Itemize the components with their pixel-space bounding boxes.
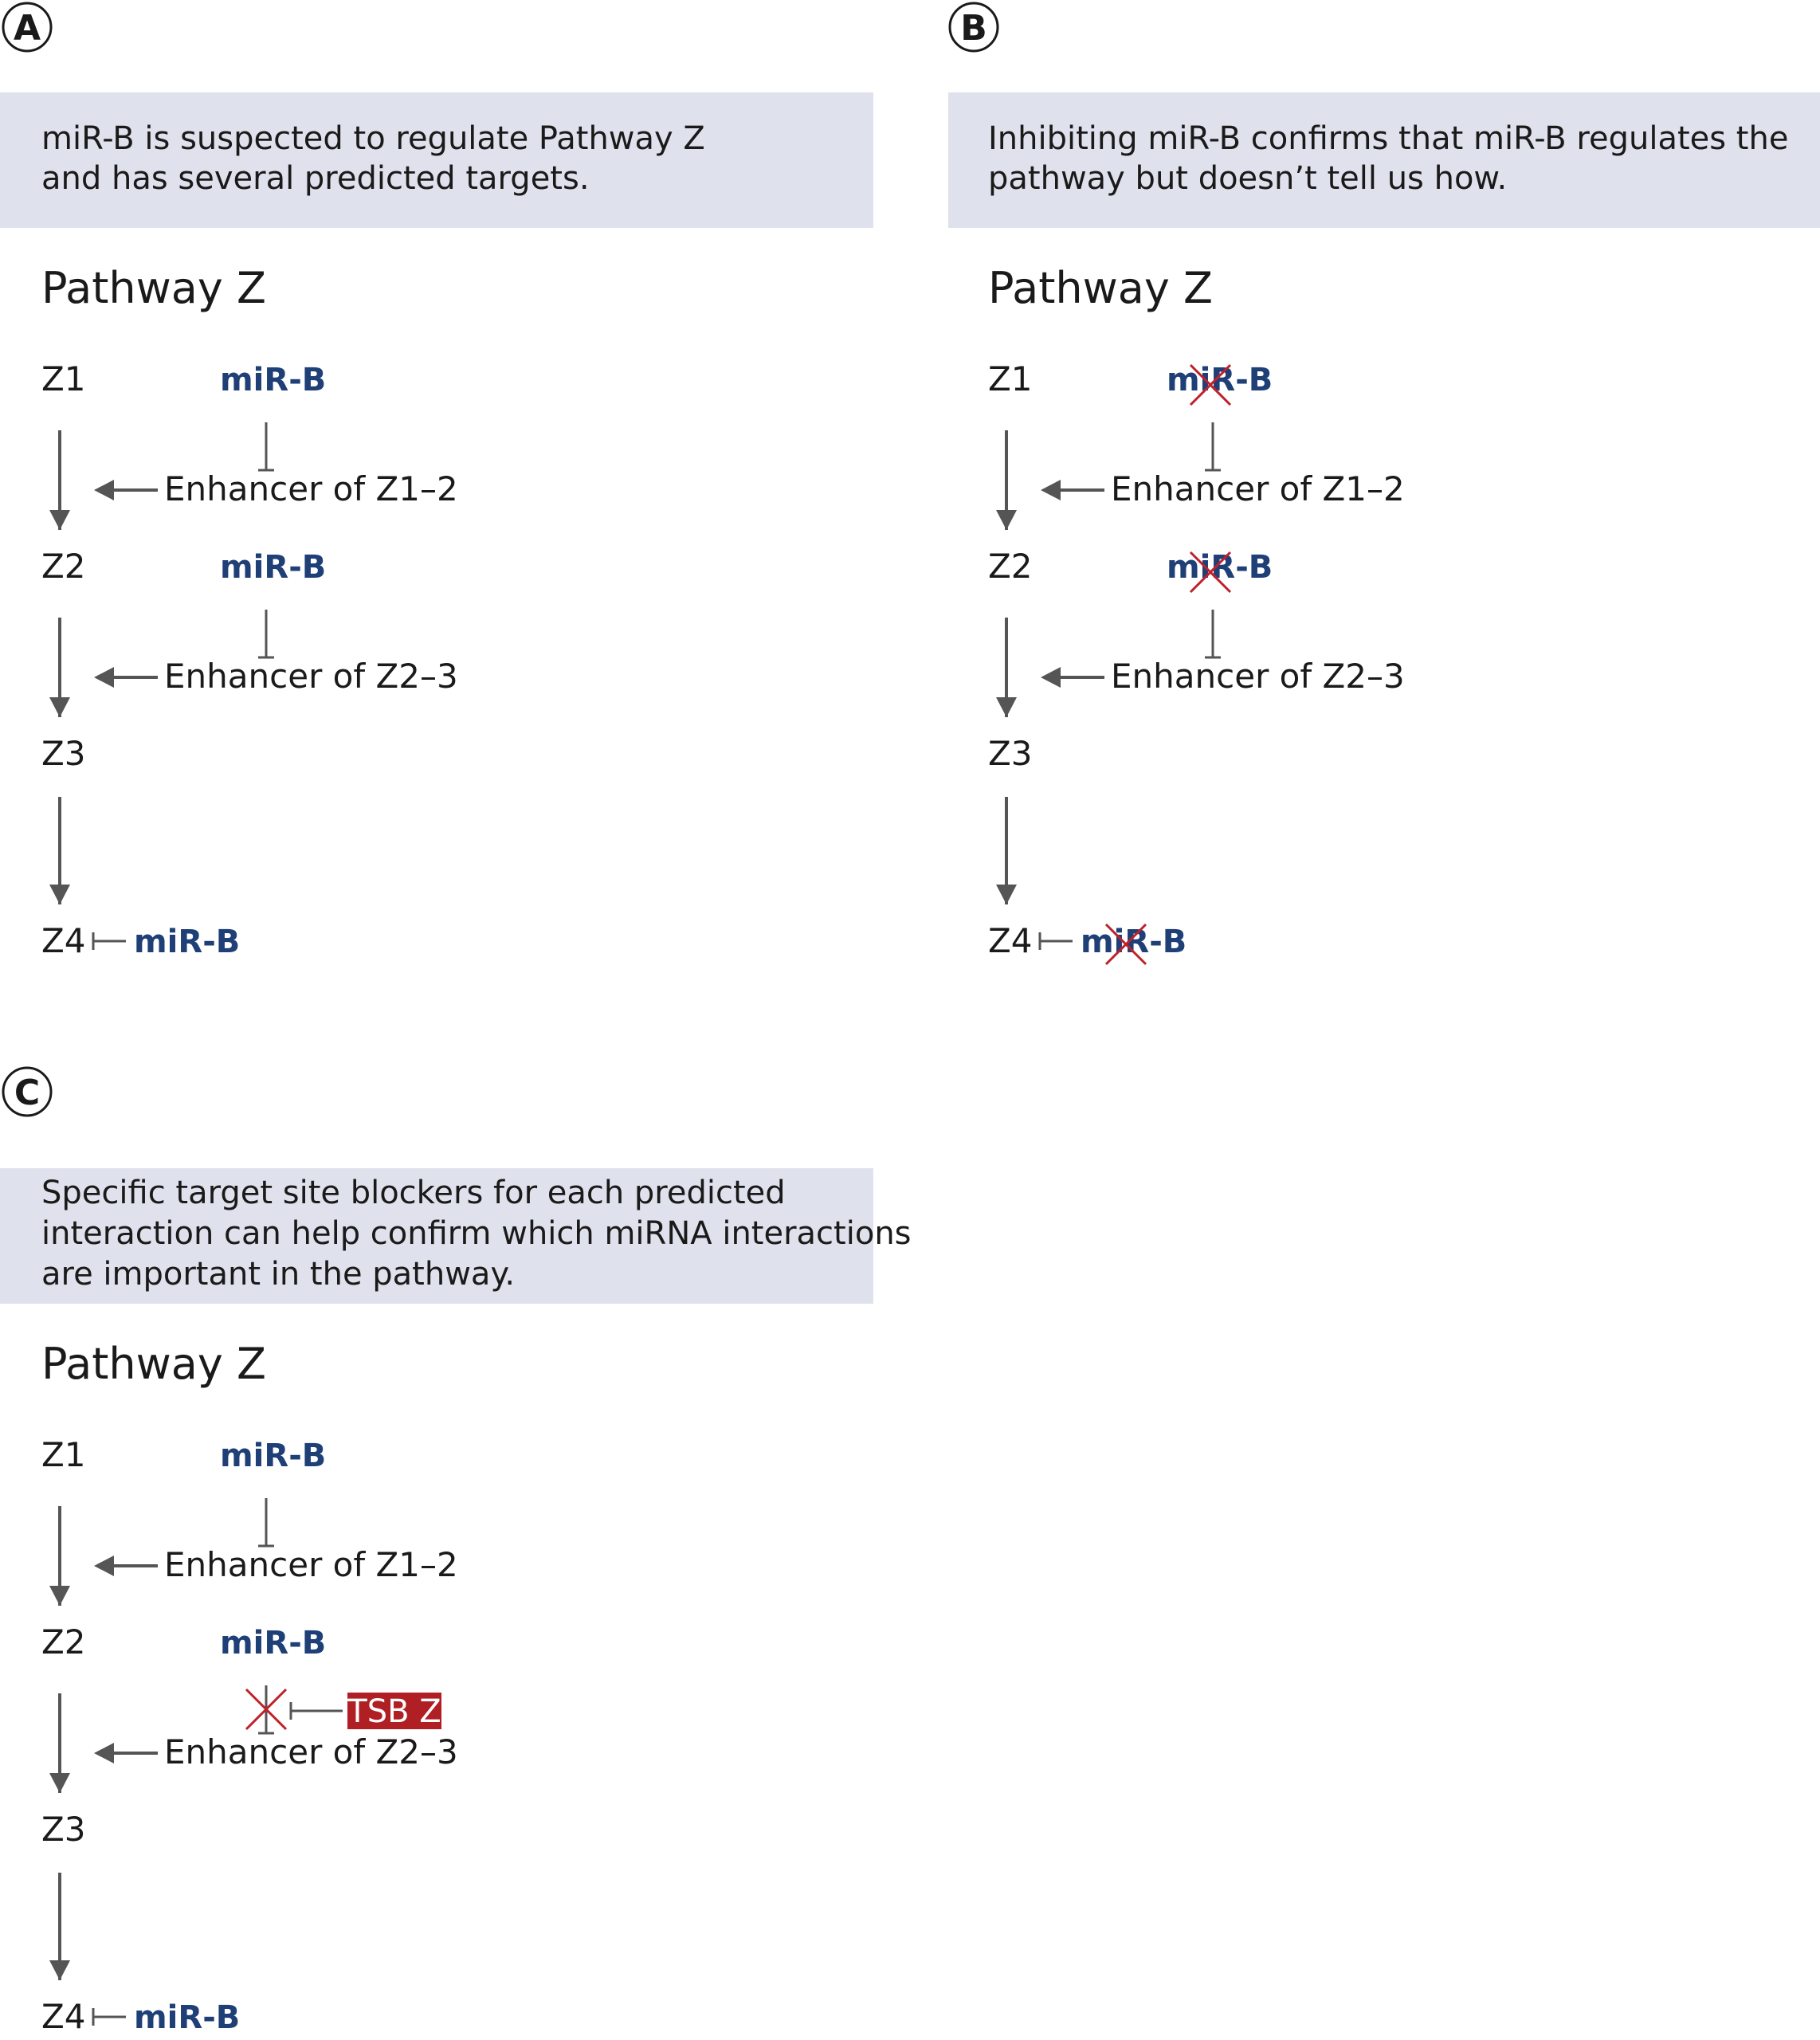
panel-a-node-z4: Z4 — [41, 921, 86, 960]
panel-c-tsb-label: TSB Z — [347, 1693, 441, 1730]
panel-b-inhibition-z4 — [1040, 932, 1073, 950]
panel-a-arrowhead-z1-z2 — [49, 510, 70, 530]
panel-a-badge — [3, 3, 51, 51]
panel-b-enhancer-2: Enhancer of Z2–3 — [1111, 657, 1405, 696]
panel-c-enhancer-arrowhead-2 — [94, 1743, 114, 1763]
panel-a-enhancer-1: Enhancer of Z1–2 — [164, 469, 458, 508]
panel-c-inhibition-1 — [258, 1498, 274, 1546]
panel-c-caption-line-2: interaction can help confirm which miRNA interactions — [41, 1215, 912, 1252]
panel-a-inhibition-1 — [258, 422, 274, 470]
panel-b-mirna-1: miR-B — [1167, 362, 1273, 398]
panel-c-arrowhead-z1-z2 — [49, 1586, 70, 1606]
panel-a-title: Pathway Z — [41, 263, 266, 313]
panel-c-enhancer-2: Enhancer of Z2–3 — [164, 1732, 458, 1771]
panel-c-badge — [3, 1068, 51, 1116]
panel-b — [948, 3, 1820, 964]
panel-a-inhibition-2 — [258, 610, 274, 657]
panel-c-tsb-inhibition — [291, 1702, 343, 1720]
panel-c-inhibition-z4 — [93, 2008, 126, 2026]
panel-b-caption-line-1: Inhibiting miR-B confirms that miR-B regulates the — [988, 120, 1789, 157]
panel-a-node-z2: Z2 — [41, 547, 86, 586]
panel-a-mirna-2: miR-B — [220, 549, 327, 586]
panel-a-arrowhead-z2-z3 — [49, 697, 70, 717]
panel-a-label: A — [13, 8, 41, 49]
panel-b-label: B — [960, 8, 987, 49]
panel-c-arrowhead-z3-z4 — [49, 1960, 70, 1980]
panel-c-enhancer-arrowhead-1 — [94, 1556, 114, 1576]
panel-b-enhancer-arrowhead-2 — [1041, 667, 1061, 688]
panel-c-label: C — [14, 1073, 41, 1113]
panel-a-inhibition-z4 — [93, 932, 126, 950]
panel-a-node-z3: Z3 — [41, 734, 86, 773]
panel-b-node-z4: Z4 — [988, 921, 1033, 960]
panel-b-arrowhead-z3-z4 — [996, 885, 1017, 904]
panel-b-mirna-2: miR-B — [1167, 549, 1273, 586]
panel-c-title: Pathway Z — [41, 1339, 266, 1389]
panel-a-caption-line-1: miR-B is suspected to regulate Pathway Z — [41, 120, 705, 157]
panel-c-mirna-2: miR-B — [220, 1625, 327, 1661]
panel-c-node-z1: Z1 — [41, 1435, 86, 1474]
panel-b-inhibition-2 — [1205, 610, 1221, 657]
panel-b-inhibition-1 — [1205, 422, 1221, 470]
panel-c-mirna-3: miR-B — [134, 1999, 241, 2036]
panel-c-mirna-1: miR-B — [220, 1438, 327, 1474]
panel-a-enhancer-arrowhead-1 — [94, 480, 114, 500]
panel-b-arrowhead-z2-z3 — [996, 697, 1017, 717]
panel-c-enhancer-1: Enhancer of Z1–2 — [164, 1545, 458, 1584]
panel-c-arrowhead-z2-z3 — [49, 1773, 70, 1793]
panel-b-mirna-3: miR-B — [1081, 924, 1187, 960]
panel-a — [0, 3, 873, 960]
panel-b-node-z1: Z1 — [988, 359, 1033, 398]
panel-c-node-z4: Z4 — [41, 1997, 86, 2036]
panel-b-arrowhead-z1-z2 — [996, 510, 1017, 530]
panel-b-title: Pathway Z — [988, 263, 1213, 313]
panel-a-enhancer-arrowhead-2 — [94, 667, 114, 688]
panel-a-node-z1: Z1 — [41, 359, 86, 398]
panel-a-mirna-3: miR-B — [134, 924, 241, 960]
panel-b-node-z3: Z3 — [988, 734, 1033, 773]
panel-c-caption-line-3: are important in the pathway. — [41, 1256, 516, 1293]
panel-b-badge — [950, 3, 998, 51]
panel-c-node-z2: Z2 — [41, 1622, 86, 1661]
panel-c — [0, 1068, 912, 2036]
panel-a-caption-line-2: and has several predicted targets. — [41, 160, 590, 197]
panel-b-node-z2: Z2 — [988, 547, 1033, 586]
panel-a-arrowhead-z3-z4 — [49, 885, 70, 904]
panel-c-caption-line-1: Specific target site blockers for each predicted — [41, 1175, 786, 1211]
panel-b-enhancer-1: Enhancer of Z1–2 — [1111, 469, 1405, 508]
panel-a-mirna-1: miR-B — [220, 362, 327, 398]
panel-c-node-z3: Z3 — [41, 1810, 86, 1849]
panel-a-enhancer-2: Enhancer of Z2–3 — [164, 657, 458, 696]
panel-b-caption-line-2: pathway but doesn’t tell us how. — [988, 160, 1508, 197]
panel-b-enhancer-arrowhead-1 — [1041, 480, 1061, 500]
